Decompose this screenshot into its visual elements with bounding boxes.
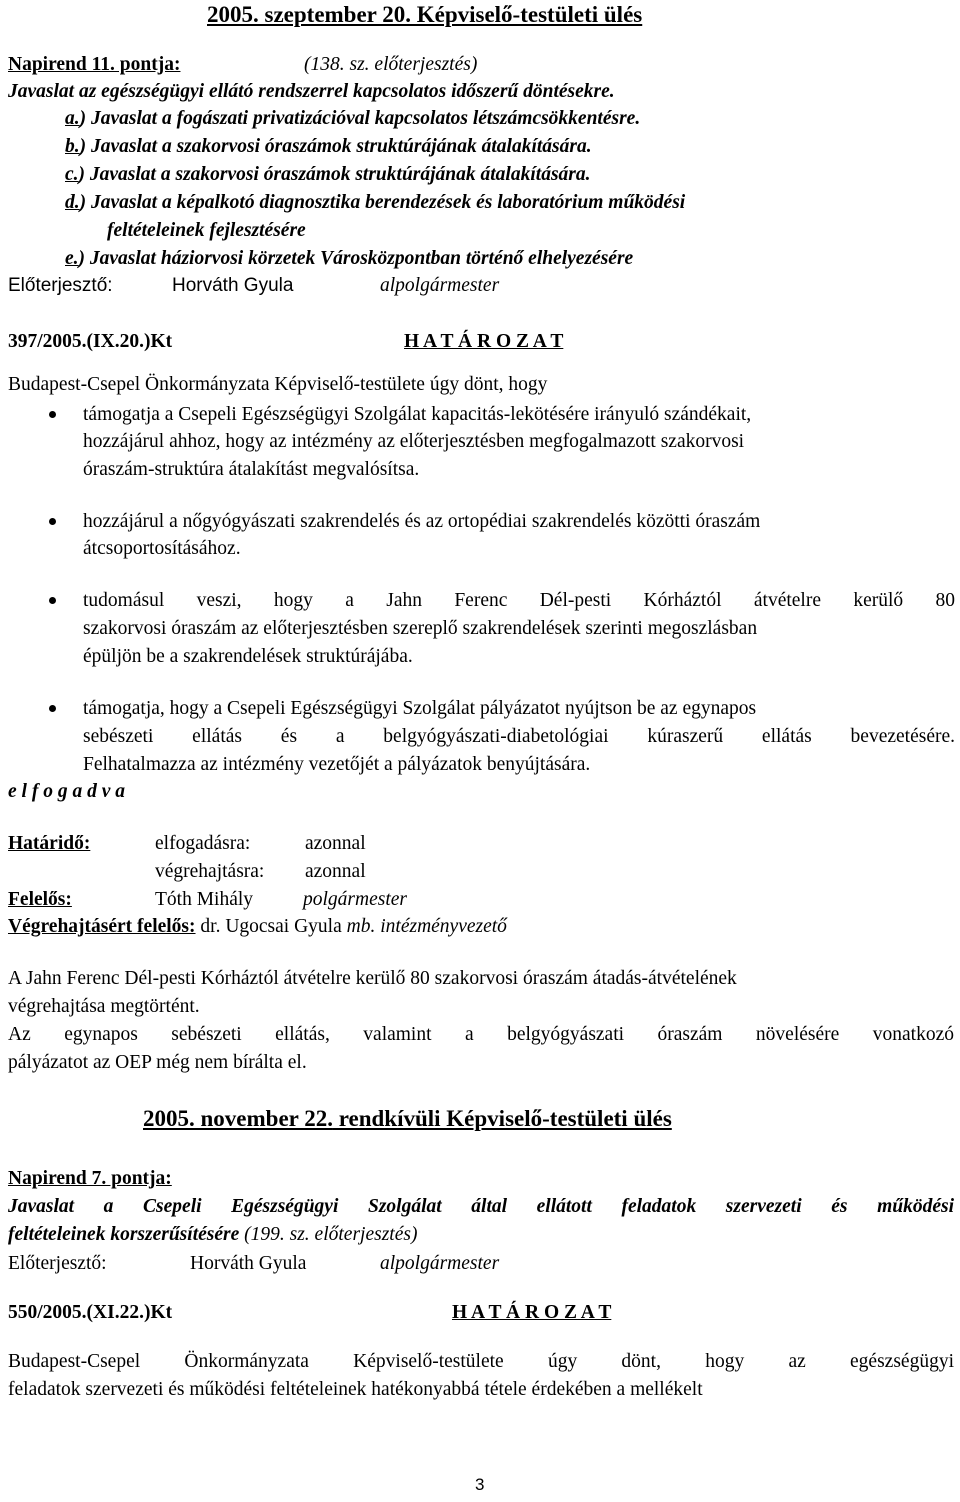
presenter-role-2: alpolgármester <box>380 1253 500 1274</box>
proposal-ref-2: (199. sz. előterjesztés) <box>244 1224 418 1245</box>
session2-heading: 2005. november 22. rendkívüli Képviselő-testületi ülés <box>143 1106 672 1131</box>
session1-heading: 2005. szeptember 20. Képviselő-testületi ülés <box>207 2 643 27</box>
agenda-label-2: Napirend 7. pontja: <box>8 1168 172 1189</box>
resolution-label-2: H A T Á R O Z A T <box>452 1302 612 1323</box>
accepted-label: e l f o g a d v a <box>8 781 125 802</box>
resolution-number-2: 550/2005.(XI.22.)Kt <box>8 1302 173 1323</box>
agenda-item-d-cont: feltételeinek fejlesztésére <box>107 220 306 241</box>
exec-role-prefix: mb. <box>346 916 376 937</box>
deadline-2-label: végrehajtásra: <box>155 861 265 882</box>
report-line-1: A Jahn Ferenc Dél-pesti Kórháztól átvételre kerülő 80 szakorvosi óraszám átadás-átvételének <box>8 968 737 989</box>
deadline-1-value: azonnal <box>305 833 366 854</box>
proposal-ref: (138. sz. előterjesztés) <box>304 54 478 75</box>
responsible-label: Felelős: <box>8 889 72 910</box>
bullet-icon <box>49 518 56 525</box>
bullet-icon <box>49 597 56 604</box>
agenda-item-e: e.) Javaslat háziorvosi körzetek Városközpontban történő elhelyezésére <box>65 248 634 269</box>
agenda-title-2-line-1: Javaslat a Csepeli Egészségügyi Szolgálat által ellátott feladatok szervezeti és működési <box>8 1196 954 1217</box>
responsible-role: polgármester <box>303 889 407 910</box>
agenda-title-2-line-2: feltételeinek korszerűsítésére (199. sz. előterjesztés) <box>8 1224 418 1245</box>
resolution-intro: Budapest-Csepel Önkormányzata Képviselő-testülete úgy dönt, hogy <box>8 374 548 395</box>
exec-line <box>8 914 507 940</box>
resolution-number: 397/2005.(IX.20.)Kt <box>8 331 173 352</box>
resolution-2-line-2: feladatok szervezeti és működési feltételeinek hatékonyabbá tétele érdekében a mellékelt <box>8 1379 703 1400</box>
bullet-icon <box>49 411 56 418</box>
agenda-item-b: b.) Javaslat a szakorvosi óraszámok struktúrájának átalakítására. <box>65 136 592 157</box>
presenter-name-2: Horváth Gyula <box>190 1253 307 1274</box>
presenter-name: Horváth Gyula <box>172 275 294 296</box>
bullet-4-line-1: támogatja, hogy a Csepeli Egészségügyi Szolgálat pályázatot nyújtson be az egynapos <box>83 698 757 719</box>
deadline-2-value: azonnal <box>305 861 366 882</box>
bullet-1-line-2: hozzájárul ahhoz, hogy az intézmény az előterjesztésben megfogalmazott szakorvosi <box>83 431 745 452</box>
presenter-label: Előterjesztő: <box>8 275 113 296</box>
agenda-item-c: c.) Javaslat a szakorvosi óraszámok struktúrájának átalakítására. <box>65 164 591 185</box>
bullet-1-line-3: óraszám-struktúra átalakítást megvalósítsa. <box>83 459 420 480</box>
agenda-label: Napirend 11. pontja: <box>8 54 181 75</box>
agenda-item-a: a.) Javaslat a fogászati privatizációval kapcsolatos létszámcsökkentésre. <box>65 108 641 129</box>
report-line-2: végrehajtása megtörtént. <box>8 996 200 1017</box>
presenter-label-2: Előterjesztő: <box>8 1253 107 1274</box>
presenter-role: alpolgármester <box>380 275 500 296</box>
exec-name: dr. Ugocsai Gyula <box>200 916 342 937</box>
bullet-4-line-2: sebészeti ellátás és a belgyógyászati-diabetológiai kúraszerű ellátás bevezetésére. <box>83 726 955 747</box>
responsible-name: Tóth Mihály <box>155 889 254 910</box>
bullet-2-line-2: átcsoportosításához. <box>83 538 241 559</box>
agenda-line <box>8 52 478 78</box>
bullet-1-line-1: támogatja a Csepeli Egészségügyi Szolgálat kapacitás-lekötésére irányuló szándékait, <box>83 404 752 425</box>
bullet-icon <box>49 705 56 712</box>
report-line-3: Az egynapos sebészeti ellátás, valamint a belgyógyászati óraszám növelésére vonatkozó <box>8 1024 954 1045</box>
exec-label: Végrehajtásért felelős: <box>8 916 196 937</box>
agenda-title: Javaslat az egészségügyi ellátó rendszerrel kapcsolatos időszerű döntésekre. <box>8 81 615 102</box>
bullet-3-line-1: tudomásul veszi, hogy a Jahn Ferenc Dél-pesti Kórháztól átvételre kerülő 80 <box>83 590 955 611</box>
report-line-4: pályázatot az OEP még nem bírálta el. <box>8 1052 307 1073</box>
deadline-label: Határidő: <box>8 833 91 854</box>
agenda-item-d: d.) Javaslat a képalkotó diagnosztika berendezések és laboratórium működési <box>65 192 686 213</box>
page-number: 3 <box>475 1475 485 1494</box>
exec-role: intézményvezető <box>380 916 507 937</box>
deadline-1-label: elfogadásra: <box>155 833 251 854</box>
bullet-2-line-1: hozzájárul a nőgyógyászati szakrendelés és az ortopédiai szakrendelés közötti óraszám <box>83 511 761 532</box>
bullet-3-line-3: épüljön be a szakrendelések struktúrájába. <box>83 646 413 667</box>
bullet-4-line-3: Felhatalmazza az intézmény vezetőjét a pályázatok benyújtására. <box>83 754 591 775</box>
resolution-2-line-1: Budapest-Csepel Önkormányzata Képviselő-testülete úgy dönt, hogy az egészségügyi <box>8 1351 954 1372</box>
resolution-label: H A T Á R O Z A T <box>404 331 564 352</box>
bullet-3-line-2: szakorvosi óraszám az előterjesztésben szereplő szakrendelések szerinti megoszlásban <box>83 618 758 639</box>
